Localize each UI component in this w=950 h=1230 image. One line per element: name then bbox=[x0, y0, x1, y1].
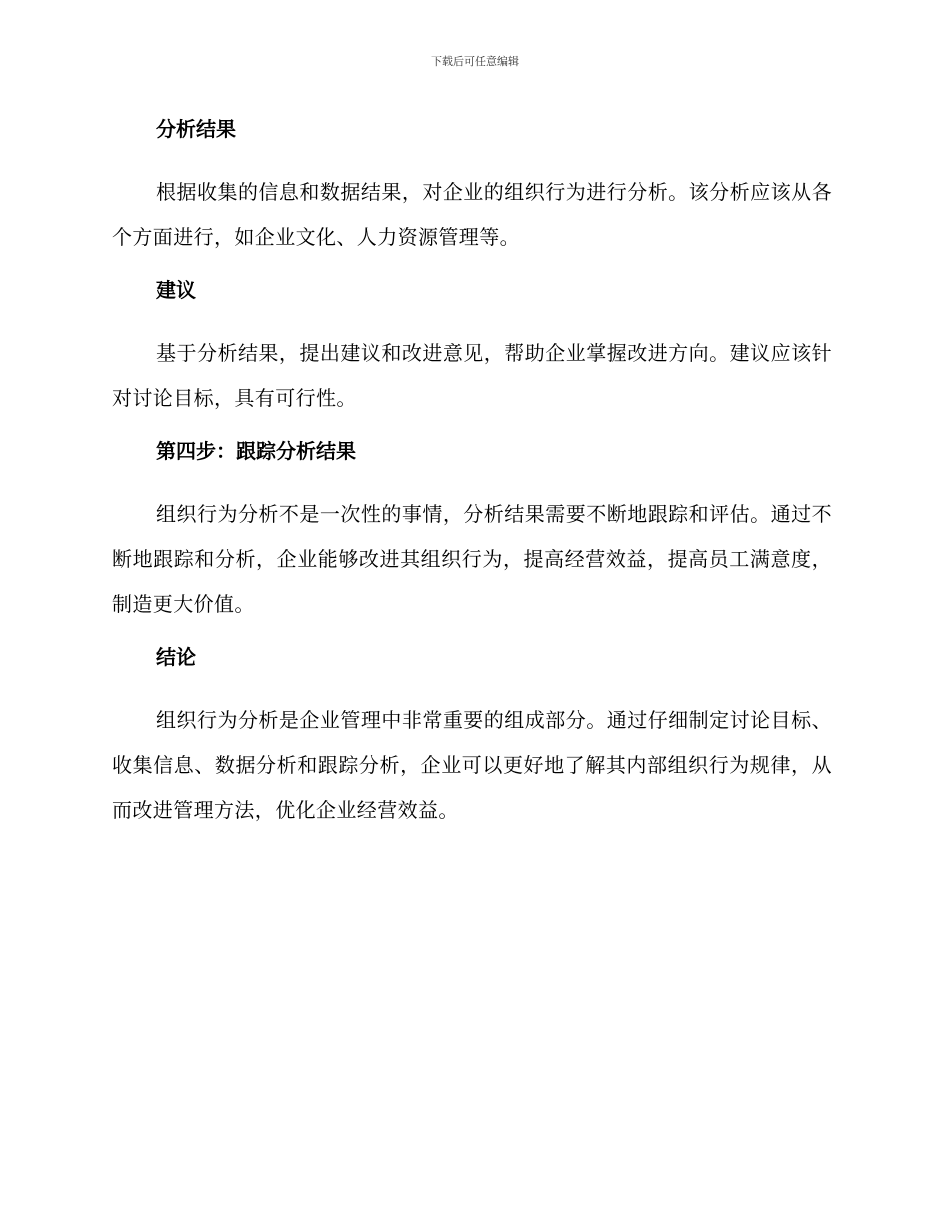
section-heading-conclusion: 结论 bbox=[156, 645, 196, 669]
section-paragraph-analysis-results: 根据收集的信息和数据结果，对企业的组织行为进行分析。该分析应该从各个方面进行，如企业文化、人力资源管理等。 bbox=[112, 180, 832, 249]
section-heading-step-four: 第四步：跟踪分析结果 bbox=[156, 439, 356, 463]
section-heading-suggestions: 建议 bbox=[156, 278, 196, 302]
section-paragraph-step-four: 组织行为分析不是一次性的事情，分析结果需要不断地跟踪和评估。通过不断地跟踪和分析，企业能够改进其组织行为，提高经营效益，提高员工满意度，制造更大价值。 bbox=[112, 502, 832, 616]
page-header-note: 下载后可任意编辑 bbox=[431, 55, 519, 68]
section-paragraph-suggestions: 基于分析结果，提出建议和改进意见，帮助企业掌握改进方向。建议应该针对讨论目标，具有可行性。 bbox=[112, 341, 832, 410]
section-paragraph-conclusion: 组织行为分析是企业管理中非常重要的组成部分。通过仔细制定讨论目标、收集信息、数据分析和跟踪分析，企业可以更好地了解其内部组织行为规律，从而改进管理方法，优化企业经营效益。 bbox=[112, 708, 832, 822]
document-body bbox=[112, 112, 832, 846]
section-heading-analysis-results: 分析结果 bbox=[156, 117, 236, 141]
